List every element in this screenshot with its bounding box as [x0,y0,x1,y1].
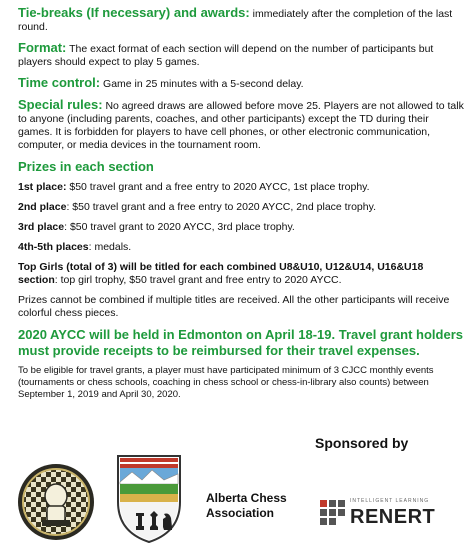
eligibility-note: To be eligible for travel grants, a player must have participated minimum of 3 CJCC monthly events (tournaments or chess schools, coaching in chess school or chess-in-library also counts) between September 1, 2019 and April 30, 2020. [18,365,434,400]
footer [0,430,474,558]
prize-third-text: : $50 travel grant to 2020 AYCC, 3rd place trophy. [64,221,295,233]
prize-first [18,181,464,194]
sponsor-name: RENERT [350,506,436,528]
special-rules-paragraph [18,98,464,152]
sponsor-tagline: INTELLIGENT LEARNING [350,498,430,504]
chess-club-logo-icon [16,462,96,542]
prize-fourth-fifth-label: 4th-5th places [18,241,89,253]
prize-fourth-fifth-text: : medals. [88,241,132,253]
format-text: The exact format of each section will depend on the number of participants but players should expect to play 5 games. [18,43,434,68]
prizes-note: Prizes cannot be combined if multiple titles are received. All the other participants will receive colorful chess pieces. [18,294,450,319]
prize-top-girls-label: Top Girls (total of 3) will be titled for each combined U8&U10, U12&U14, U16&U18 section [18,261,424,286]
tiebreaks-paragraph [18,6,464,34]
renert-mark-icon [320,500,346,526]
aycc-notice: 2020 AYCC will be held in Edmonton on April 18-19. Travel grant holders must provide receipts to be reimbursed for their travel expenses. [18,327,463,358]
alberta-crest-icon [114,452,184,544]
prizes-title: Prizes in each section [18,159,154,174]
sponsored-by-label: Sponsored by [315,435,409,451]
tiebreaks-text: immediately after the completion of the last round. [18,8,453,33]
time-control-paragraph [18,76,464,91]
format-heading: Format: [18,40,67,55]
prize-third [18,221,464,234]
prize-first-label: 1st place: [18,181,67,193]
prize-first-text: $50 travel grant and a free entry to 2020 AYCC, 1st place trophy. [66,181,370,193]
special-rules-heading: Special rules: [18,97,103,112]
prize-second-text: : $50 travel grant and a free entry to 2020 AYCC, 2nd place trophy. [66,201,376,213]
prize-top-girls [18,261,464,287]
association-name: Alberta Chess Association [206,491,287,520]
prize-second-label: 2nd place [18,201,67,213]
time-control-heading: Time control: [18,75,101,90]
format-paragraph [18,41,464,69]
tiebreaks-heading: Tie-breaks (If necessary) and awards: [18,5,250,20]
special-rules-text: No agreed draws are allowed before move 25. Players are not allowed to talk to anyone (including parents, coaches, and other participants) except the TD during their games. It is forbidden for players to have cell phones, or other electronic communication, computer, or media devices in the tournament room. [18,100,464,151]
prize-fourth-fifth [18,241,464,254]
prize-second [18,201,464,214]
time-control-text: Game in 25 minutes with a 5-second delay. [100,78,304,90]
prize-top-girls-text: : top girl trophy, $50 travel grant and free entry to 2020 AYCC. [54,274,342,286]
prize-third-label: 3rd place [18,221,65,233]
tournament-info [18,6,464,401]
sponsor-logo [320,498,450,526]
